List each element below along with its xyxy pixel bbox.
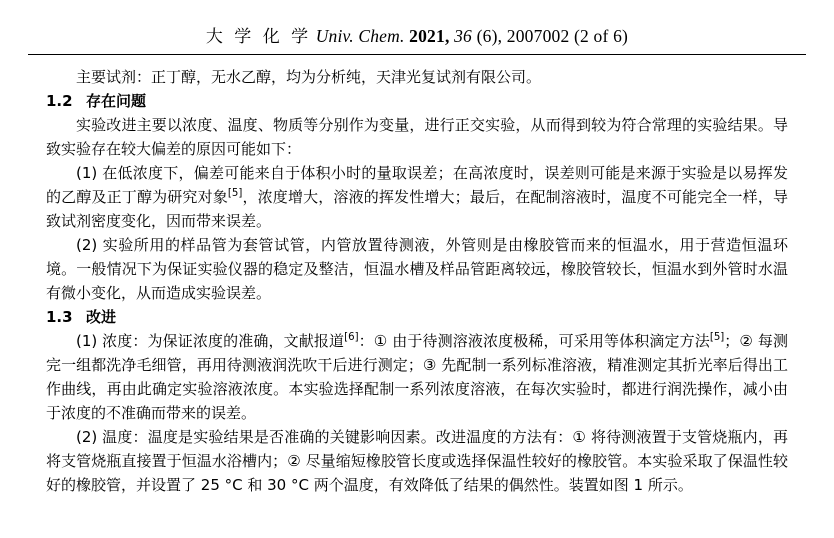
section-heading-1.3	[46, 305, 788, 329]
header-year: 2021	[409, 26, 445, 46]
problem-1-text-a: (1) 在低浓度下，偏差可能来自于体积小时的量取误差；在高浓度时，误差则可能是来源于实验是以易挥发的乙醇及正丁醇为研究对象	[46, 164, 788, 206]
section-number-1.2: 1.2	[46, 92, 73, 110]
header-journal-en: Univ. Chem.	[315, 26, 405, 46]
improvement-1-text-a: (1) 浓度：为保证浓度的准确，文献报道	[76, 332, 345, 350]
improvement-1-text-c: ；② 每测完一组都洗净毛细管，再用待测液润洗吹干后进行测定；③ 先配制一系列标准溶液，精准测定其折光率后得出工作曲线，再由此确定实验溶液浓度。本实验选择配制一系列浓度溶液，在每次实验时，都进行润洗操作，减小由于浓度的不准确而带来的误差。	[46, 332, 788, 422]
section-number-1.3: 1.3	[46, 308, 73, 326]
header-volume: 36	[454, 26, 473, 46]
problem-1-text-b: ，浓度增大，溶液的挥发性增大；最后，在配制溶液时，温度不可能完全一样，导致试剂密度变化，因而带来误差。	[46, 188, 788, 230]
section-heading-1.2	[46, 89, 788, 113]
paragraph-reagents: 主要试剂：正丁醇，无水乙醇，均为分析纯，天津光复试剂有限公司。	[76, 68, 542, 86]
header-journal-cn: 大 学 化 学	[205, 27, 312, 47]
reference-marker-5b: [5]	[709, 332, 725, 343]
paragraph-improvement-temperature: (2) 温度：温度是实验结果是否准确的关键影响因素。改进温度的方法有：① 将待测液置于支管烧瓶内，再将支管烧瓶直接置于恒温水浴槽内；② 尽量缩短橡胶管长度或选择保温性较好的橡胶管。本实验采取了保温性较好的橡胶管，并设置了 25 °C 和 30 °C 两个温度，有效降低了结果的偶然性。装置如图 1 所示。	[46, 428, 788, 494]
improvement-1-text-b: ：① 由于待测溶液浓度极稀，可采用等体积滴定方法	[358, 332, 710, 350]
paragraph-problem-1	[46, 161, 788, 233]
section-title-1.2: 存在问题	[86, 92, 147, 110]
page-header: 大 学 化 学 Univ. Chem. 2021, 36 (6), 2007002 (2 of 6)	[205, 26, 629, 47]
header-issue: (6)	[476, 26, 498, 46]
header-article-id: 2007002	[506, 26, 570, 46]
paragraph-problem-2: (2) 实验所用的样品管为套管试管，内管放置待测液，外管则是由橡胶管而来的恒温水，用于营造恒温环境。一般情况下为保证实验仪器的稳定及整洁，恒温水槽及样品管距离较远，橡胶管较长，恒温水到外管时水温有微小变化，从而造成实验误差。	[46, 236, 788, 302]
header-page-info: (2 of 6)	[574, 26, 629, 46]
reference-marker-6: [6]	[344, 332, 359, 343]
article-body	[0, 55, 834, 497]
paragraph-existing-problems-intro: 实验改进主要以浓度、温度、物质等分别作为变量，进行正交实验，从而得到较为符合常理的实验结果。导致实验存在较大偏差的原因可能如下：	[46, 116, 788, 158]
paragraph-improvement-concentration	[46, 329, 788, 425]
section-title-1.3: 改进	[86, 308, 117, 326]
reference-marker-5a: [5]	[227, 188, 243, 199]
